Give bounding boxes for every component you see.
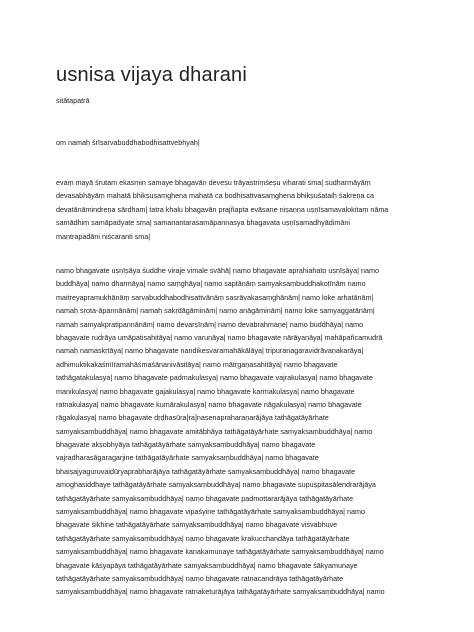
text-line: tathāgatāyārhate samyaksaṃbuddhāya| namo bhagavate krakucchandāya tathāgatāyārhate (56, 533, 350, 543)
text-line: namaḥ srota-āpannānām| namaḥ sakṛdāgāminām| namo anāgāminām| namo loke samyaggatānām| (56, 306, 375, 316)
text-line: samyaksaṃbuddhāya| namo bhagavate ratnaketurājāya tathāgatāyārhate samyaksaṃbuddhāya| namo (56, 587, 385, 597)
text-line: namo bhagavate uṣṇīṣāya śuddhe viraje vimale svāhā| namo bhagavate aprahiahato uṣṇīṣāya| namo (56, 266, 379, 275)
text-line: bhagavate kāśyapāya tathāgatāyārhate samyaksaṃbuddhāya| namo bhagavate śākyamunaye (56, 560, 358, 570)
text-line: vajradharasāgaragarjine tathāgatāyārhate samyaksaṃbuddhāya| namo bhagavate (56, 453, 319, 463)
text-line: namaḥ namaskṛtāya| namo bhagavate nandikesvaramahākālāya| tripuranagaravidrāvaṇakarāya| (56, 346, 364, 356)
text-line: bhaiṣajyaguruvaiḍūryaprabharājāya tathāgatāyārhate samyaksaṃbuddhāya| namo bhagavate (56, 466, 356, 476)
text-line: namaḥ samyakpratipannānām| namo devarṣīṇām| namo devabrahmaṇe| namo buddhāya| namo (56, 319, 364, 329)
text-line: tathāgatāyārhate samyaksaṃbuddhāya| namo bhagavate padmottararājāya tathāgatāyārhate (56, 493, 354, 503)
text-line: devatānāmindreṇa sārdham| tatra khalu bhagavān prajñapta evāsane niṣaṇṇa uṣṇīṣamavalokitaṃ nāma (56, 204, 389, 214)
text-line: mantrapadāni niścaranti sma| (56, 231, 151, 241)
text-line: bhagavate akṣobhyāya tathāgatāyārhate samyaksaṃbuddhāya| namo bhagavate (56, 440, 316, 450)
text-line: ratnakulasya| namo bhagavate kumārakulasya| namo bhagavate nāgakulasya| namo bhagavate (56, 399, 362, 409)
text-line: evaṃ mayā śrutam ekasmin samaye bhagavān deveṣu trāyastriṃśeṣu viharati sma| sudharmāyāṃ (56, 178, 371, 187)
text-line: samyaksaṃbuddhāya| namo bhagavate amitābhāya tathāgatāyārhate samyaksaṃbuddhāya| namo (56, 426, 373, 436)
text-line: samādhiṃ samāpadyate sma| samanantarasamāpannasya bhagavata uṣṇīṣamadhyādimāni (56, 218, 350, 228)
text-line: samyaksaṃbuddhāya| namo bhagavate kanakamunaye tathāgatāyārhate samyaksaṃbuddhāya| namo (56, 547, 384, 557)
text-line: rāgakulasya| namo bhagavate dṛḍhasūra[ra]nasenapraharaṇarājāya tathāgatāyārhate (56, 413, 329, 423)
text-line: bhagavate śikhine tathāgatāyārhate samyaksaṃbuddhāya| namo bhagavate viśvabhuve (56, 520, 338, 530)
text-line: samyaksaṃbuddhāya| namo bhagavate vipaśyine tathāgatāyārhate samyaksaṃbuddhāya| namo (56, 507, 365, 517)
paragraph-homage (56, 264, 428, 599)
text-line: maitreyapramukhānāṃ sarvabuddhabodhisattvānāṃ sasrāvakasaṃghānām| namo loke arhatānām| (56, 292, 374, 302)
text-line: maṇikulasya| namo bhagavate gajakulasya| namo bhagavate karmakulasya| namo bhagavate (56, 386, 355, 396)
text-line: tathāgatakulasya| namo bhagavate padmakulasya| namo bhagavate vajrakulasya| namo bhagavate (56, 373, 373, 383)
text-line: buddhāya| namo dharmāya| namo saṃghāya| namo saptānāṃ samyaksaṃbuddhakoṭīnām namo (56, 279, 366, 289)
text-line: bhagavate rudrāya umāpatisahitāya| namo varuṇāya| namo bhagavate nārāyaṇāya| mahāpañcamudrā (56, 332, 383, 342)
text-line: devasabhāyāṃ mahatā bhikṣusaṃghena mahatā ca bodhisattvasaṃghena bhikṣuśataiḥ śakreṇa ca (56, 191, 375, 201)
text-line: tathāgatāyārhate samyaksaṃbuddhāya| namo bhagavate ratnacandrāya tathāgatāyārhate (56, 573, 344, 583)
salutation-line: om namaḥ śrīsarvabuddhabodhisattvebhyaḥ| (56, 138, 200, 147)
text-line: amoghasiddhaye tathāgatāyārhate samyaksaṃbuddhāya| namo bhagavate supuṣpitasālendrarājāya (56, 480, 376, 490)
text-line: adhimuktikakaśmīramahāśmaśānanivāsitāya| namo mātṛgaṇasahitāya| namo bhagavate (56, 359, 338, 369)
paragraph-intro (56, 176, 428, 243)
document-title: usnisa vijaya dharani (56, 64, 247, 86)
document-subtitle: sitātapatrā (56, 96, 90, 105)
